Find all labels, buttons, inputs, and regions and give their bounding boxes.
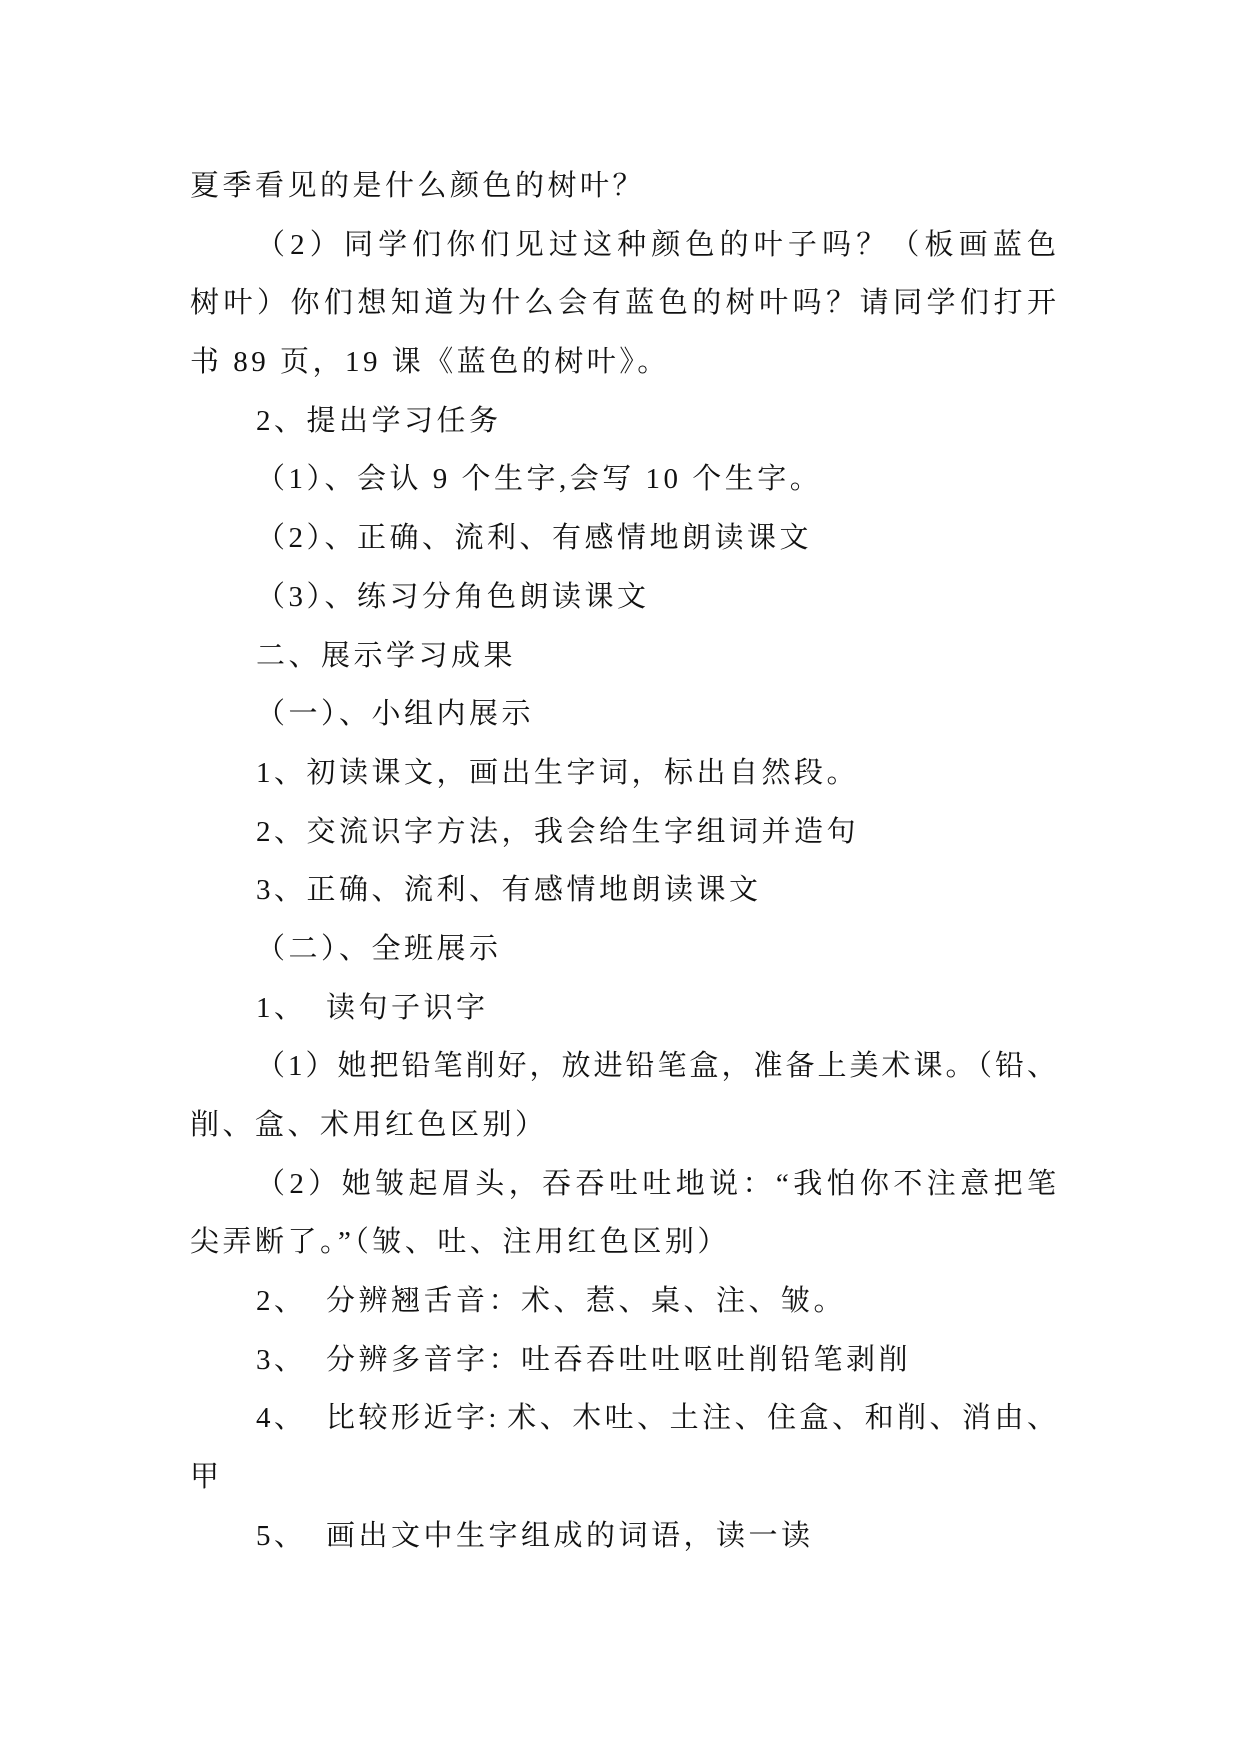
subsection-heading: （二）、全班展示	[256, 932, 502, 965]
list-text: 比较形近字: 术、木吐、土注、住盒、和削、消由、	[326, 1402, 1056, 1435]
list-item	[190, 1331, 1056, 1390]
list-item	[190, 1507, 1056, 1566]
paragraph-line: （2）同学们你们见过这种颜色的叶子吗？（板画蓝色	[256, 228, 1056, 261]
list-number: 2、	[256, 1285, 307, 1318]
list-item	[190, 1272, 1056, 1331]
paragraph-line: 树叶）你们想知道为什么会有蓝色的树叶吗？请同学们打开	[190, 287, 1056, 320]
list-text: 分辨翘舌音：术、惹、桌、注、皱。	[326, 1285, 847, 1318]
list-text: 读句子识字	[326, 991, 489, 1024]
paragraph-line: 书 89 页，19 课《蓝色的树叶》。	[190, 346, 670, 379]
example-sentence-line: （2）她皱起眉头，吞吞吐吐地说：“我怕你不注意把笔	[256, 1167, 1056, 1200]
subsection-heading: （一）、小组内展示	[256, 698, 535, 731]
list-item-continuation: 甲	[190, 1461, 223, 1494]
section-heading: 二、展示学习成果	[256, 639, 517, 672]
example-sentence-line: （1）她把铅笔削好，放进铅笔盒，准备上美术课。（铅、	[256, 1050, 1056, 1083]
list-item	[190, 1389, 1056, 1448]
list-number: 4、	[256, 1402, 307, 1435]
step-heading: 2、提出学习任务	[256, 404, 502, 437]
paragraph-line: 夏季看见的是什么颜色的树叶？	[190, 170, 646, 202]
step-item: 2、交流识字方法，我会给生字组词并造句	[256, 815, 860, 848]
document-body	[190, 157, 1056, 1566]
step-item: 1、初读课文，画出生字词，标出自然段。	[256, 756, 860, 789]
list-number: 5、	[256, 1519, 307, 1552]
list-text: 分辨多音字：吐吞吞吐吐呕吐削铅笔剥削	[326, 1343, 912, 1376]
task-item: （3）、练习分角色朗读课文	[256, 580, 650, 613]
list-number: 1、	[256, 991, 307, 1024]
task-item: （1）、会认 9 个生字,会写 10 个生字。	[256, 463, 823, 496]
example-sentence-line: 削、盒、术用红色区别）	[190, 1109, 548, 1141]
list-text: 画出文中生字组成的词语，读一读	[326, 1519, 814, 1552]
step-item: 3、正确、流利、有感情地朗读课文	[256, 874, 762, 907]
task-item: （2）、正确、流利、有感情地朗读课文	[256, 522, 813, 555]
list-item	[190, 979, 1056, 1038]
example-sentence-line: 尖弄断了。”（皱、吐、注用红色区别）	[190, 1226, 730, 1259]
list-number: 3、	[256, 1343, 307, 1376]
